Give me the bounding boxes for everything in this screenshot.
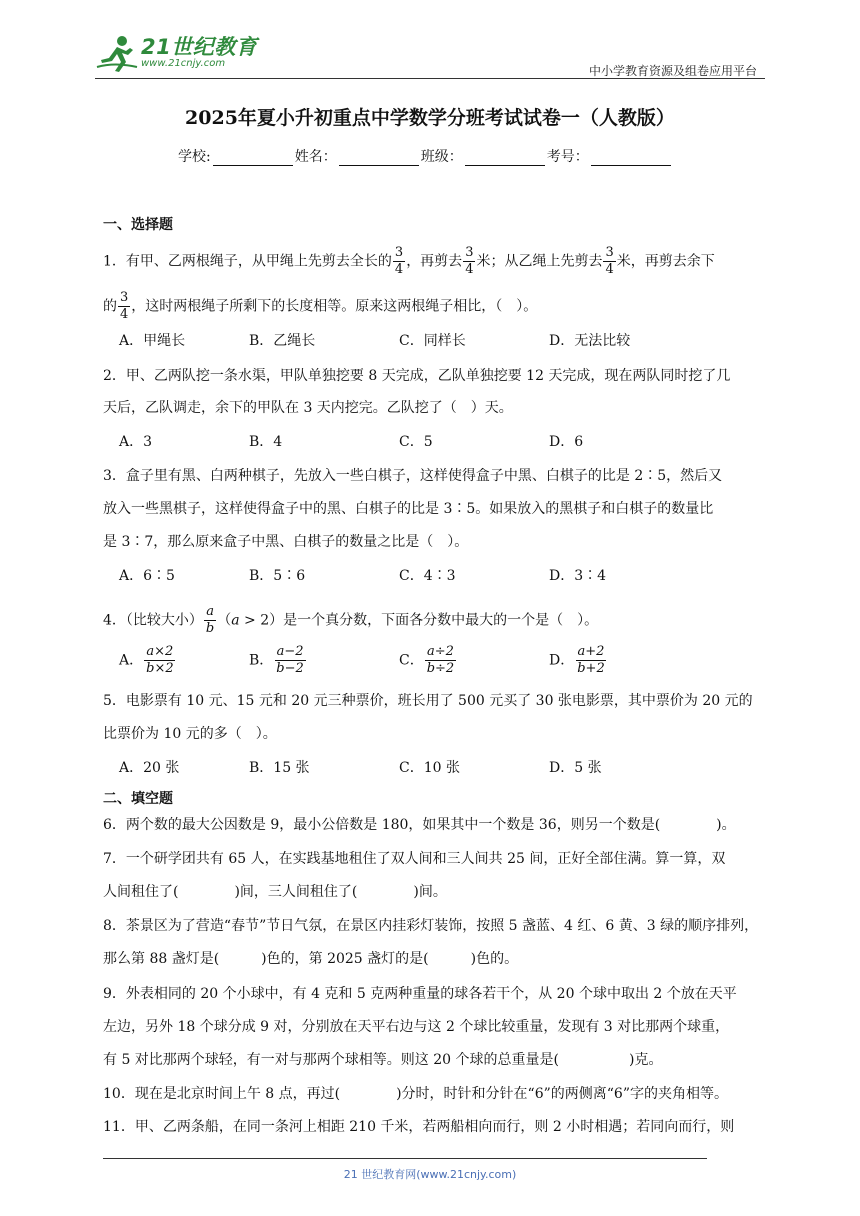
question-3-line-2: 放入一些黑棋子，这样使得盒子中的黑、白棋子的比是 3∶5。如果放入的黑棋子和白棋子的数量比	[103, 501, 714, 517]
section-choice-heading: 一、选择题	[103, 217, 173, 233]
question-11-line: 11．甲、乙两条船，在同一条河上相距 210 千米，若两船相向而行，则 2 小时相遇；若同向而行，则	[103, 1119, 735, 1135]
q2-option-b[interactable]: B．4	[249, 434, 283, 450]
q1-option-d[interactable]: D．无法比较	[549, 333, 631, 349]
question-10-line: 10．现在是北京时间上午 8 点，再过( )分时，时针和分针在“6”的两侧离“6”字的夹角相等。	[103, 1086, 728, 1102]
q5-option-a[interactable]: A．20 张	[119, 760, 180, 776]
runner-logo-icon	[95, 34, 139, 74]
q1-option-a[interactable]: A．甲绳长	[119, 333, 186, 349]
question-2-line-1: 2．甲、乙两队挖一条水渠，甲队单独挖要 8 天完成，乙队单独挖要 12 天完成，现在两队同时挖了几	[103, 368, 731, 384]
q3-option-d[interactable]: D．3∶4	[549, 568, 607, 584]
school-label: 学校:	[178, 149, 211, 165]
class-label: 班级：	[420, 149, 463, 165]
question-7-line-2: 人间租住了( )间，三人间租住了( )间。	[103, 884, 447, 900]
student-info-row	[178, 146, 673, 166]
question-3-line-3: 是 3∶7，那么原来盒子中黑、白棋子的数量之比是（ ）。	[103, 534, 469, 550]
question-1-line-2: 的 $\frac{3}{4}$ ，这时两根绳子所剩下的长度相等。原来这两根绳子相比，（ ）。	[103, 290, 538, 322]
question-3-line-1: 3．盒子里有黑、白两种棋子，先放入一些白棋子，这样使得盒子中黑、白棋子的比是 2∶5，然后又	[103, 468, 723, 484]
q2-option-a[interactable]: A．3	[119, 434, 153, 450]
question-9-line-2: 左边，另外 18 个球分成 9 对，分别放在天平右边与这 2 个球比较重量，发现有 3 对比那两个球重，	[103, 1019, 730, 1035]
logo-url: www.21cnjy.com	[141, 58, 226, 69]
logo	[95, 34, 257, 74]
question-4-line: 4．（比较大小） $\frac{a}{b}$ （a > 2）是一个真分数，下面各分数中最大的一个是（ ）。	[103, 604, 599, 636]
footer-divider	[103, 1158, 707, 1159]
question-6-line: 6．两个数的最大公因数是 9，最小公倍数是 180，如果其中一个数是 36，则另一个数是( )。	[103, 817, 736, 833]
q4-option-c[interactable]: C． $\frac{a\div 2}{b\div 2}$	[399, 644, 455, 676]
question-2-line-2: 天后，乙队调走，余下的甲队在 3 天内挖完。乙队挖了（ ）天。	[103, 400, 513, 416]
question-8-line-2: 那么第 88 盏灯是( )色的，第 2025 盏灯的是( )色的。	[103, 951, 519, 967]
logo-name: 21世纪教育	[141, 35, 258, 59]
question-9-line-1: 9．外表相同的 20 个小球中，有 4 克和 5 克两种重量的球各若干个，从 20 个球中取出 2 个放在天平	[103, 986, 737, 1002]
name-label: 姓名：	[294, 149, 337, 165]
section-fill-heading: 二、填空题	[103, 791, 173, 807]
q5-option-d[interactable]: D．5 张	[549, 760, 602, 776]
question-5-line-2: 比票价为 10 元的多（ ）。	[103, 726, 277, 742]
q2-option-c[interactable]: C．5	[399, 434, 433, 450]
school-field[interactable]	[213, 151, 293, 166]
q3-option-a[interactable]: A．6∶5	[119, 568, 175, 584]
header-divider	[95, 78, 765, 79]
q5-option-b[interactable]: B．15 张	[249, 760, 310, 776]
question-9-line-3: 有 5 对比那两个球轻，有一对与那两个球相等。则这 20 个球的总重量是( )克。	[103, 1052, 663, 1068]
q2-option-d[interactable]: D．6	[549, 434, 584, 450]
page-header	[95, 32, 765, 78]
q3-option-b[interactable]: B．5∶6	[249, 568, 306, 584]
question-8-line-1: 8．茶景区为了营造“春节”节日气氛，在景区内挂彩灯装饰，按照 5 盏蓝、4 红、6 黄、3 绿的顺序排列，	[103, 918, 759, 934]
name-field[interactable]	[339, 151, 419, 166]
question-5-line-1: 5．电影票有 10 元、15 元和 20 元三种票价，班长用了 500 元买了 30 张电影票，其中票价为 20 元的	[103, 693, 753, 709]
q4-option-d[interactable]: D． $\frac{a+2}{b+2}$	[549, 644, 605, 676]
q1-option-c[interactable]: C．同样长	[399, 333, 466, 349]
q4-option-b[interactable]: B． $\frac{a-2}{b-2}$	[249, 644, 304, 676]
q5-option-c[interactable]: C．10 张	[399, 760, 460, 776]
q3-option-c[interactable]: C．4∶3	[399, 568, 456, 584]
number-label: 考号：	[546, 149, 589, 165]
q4-option-a[interactable]: A． $\frac{a\times 2}{b\times 2}$	[119, 644, 174, 676]
class-field[interactable]	[465, 151, 545, 166]
question-7-line-1: 7．一个研学团共有 65 人，在实践基地租住了双人间和三人间共 25 间，正好全部住满。算一算，双	[103, 851, 726, 867]
q1-option-b[interactable]: B．乙绳长	[249, 333, 316, 349]
question-1-line-1: 1．有甲、乙两根绳子，从甲绳上先剪去全长的 $\frac{3}{4}$ ，再剪去 $\frac{3}{4}$ 米；从乙绳上先剪去 $\frac{3}{4}$ 米，再剪去余下	[103, 245, 715, 277]
number-field[interactable]	[591, 151, 671, 166]
footer-link[interactable]: 21 世纪教育网(www.21cnjy.com)	[343, 1168, 517, 1181]
page-title: 2025年夏小升初重点中学数学分班考试试卷一（人教版）	[185, 107, 675, 129]
platform-label: 中小学教育资源及组卷应用平台	[588, 64, 757, 78]
